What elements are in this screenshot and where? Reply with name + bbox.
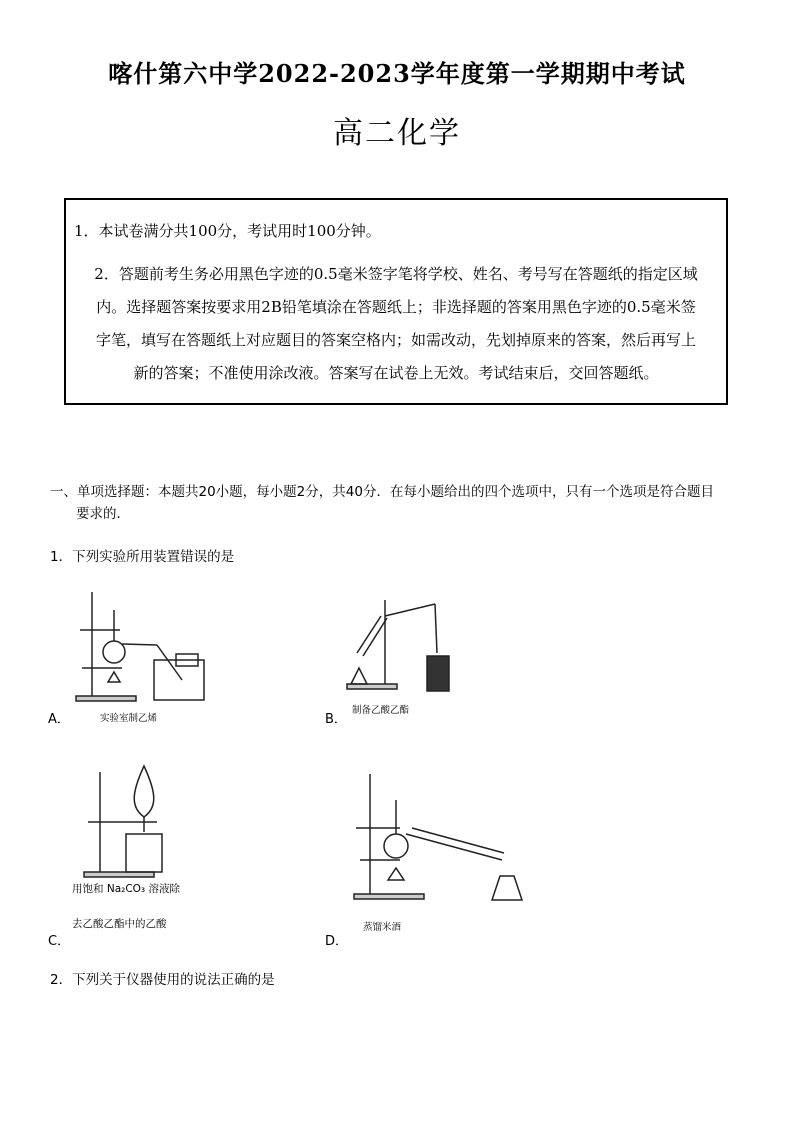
section-heading-line-2: 要求的． xyxy=(76,506,130,522)
notice-item-1: 1．本试卷满分共100分，考试用时100分钟。 xyxy=(74,222,381,240)
option-b-label[interactable]: B． xyxy=(325,712,347,727)
section-heading xyxy=(50,481,750,525)
option-c-label[interactable]: C． xyxy=(48,934,71,949)
option-d-caption: 蒸馏米酒 xyxy=(363,922,402,933)
option-a-label[interactable]: A． xyxy=(48,712,70,727)
apparatus-a-image xyxy=(72,590,212,705)
notice-item-2 xyxy=(74,258,718,390)
notice-item-2-line-3: 字笔，填写在答题纸上对应题目的答案空格内；如需改动，先划掉原来的答案，然后再写上 xyxy=(95,331,696,349)
notice-box xyxy=(64,198,728,405)
exam-subtitle: 高二化学 xyxy=(333,116,461,151)
option-c-caption-line-2: 去乙酸乙酯中的乙酸 xyxy=(72,918,167,930)
notice-item-2-line-2: 内。选择题答案按要求用2B铅笔填涂在答题纸上；非选择题的答案用黑色字迹的0.5毫米签 xyxy=(96,298,696,316)
apparatus-d-image xyxy=(352,772,527,907)
apparatus-b-image xyxy=(345,598,460,693)
question-2-stem: 2．下列关于仪器使用的说法正确的是 xyxy=(50,972,275,988)
option-d-label[interactable]: D． xyxy=(325,934,349,949)
option-b-caption: 制备乙酸乙酯 xyxy=(352,705,410,716)
section-heading-line-1: 一、单项选择题：本题共20小题，每小题2分，共40分．在每小题给出的四个选项中，只有一个选项是符合题目 xyxy=(50,484,714,500)
notice-item-2-line-4: 新的答案；不准使用涂改液。答案写在试卷上无效。考试结束后，交回答题纸。 xyxy=(133,364,659,382)
notice-item-2-line-1: 2．答题前考生务必用黑色字迹的0.5毫米签字笔将学校、姓名、考号写在答题纸的指定区域 xyxy=(94,265,698,283)
option-c-caption-line-1: 用饱和 Na₂CO₃ 溶液除 xyxy=(72,883,180,895)
option-a-caption: 实验室制乙烯 xyxy=(100,713,158,724)
exam-title: 喀什第六中学2022-2023学年度第一学期期中考试 xyxy=(108,59,686,88)
apparatus-c-image xyxy=(82,762,172,880)
question-1-stem: 1．下列实验所用装置错误的是 xyxy=(50,549,235,565)
